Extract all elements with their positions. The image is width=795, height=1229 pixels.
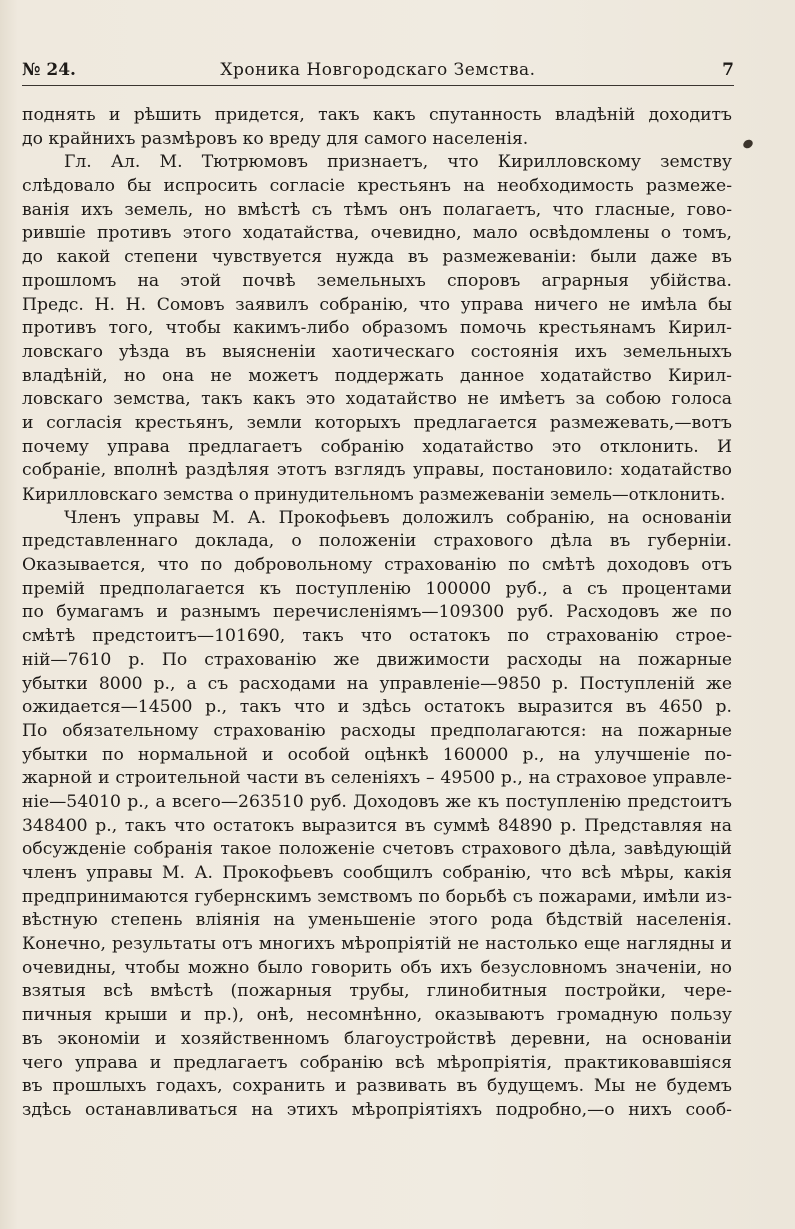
text-line: ожидается—14500 р., такъ что и здѣсь остатокъ выразится въ 4650 р. [22,697,732,718]
text-line: обсужденіе собранія такое положеніе счетовъ страхового дѣла, завѣдующій [22,839,732,860]
text-line: поднять и рѣшить придется, такъ какъ спутанность владѣній доходитъ [22,105,732,125]
text-line: ловскаго земства, такъ какъ это ходатайство не имѣетъ за собою голоса [22,389,732,410]
text-line: Гл. Ал. М. Тютрюмовъ признаетъ, что Кирилловскому земству [64,152,732,173]
text-line: очевидны, чтобы можно было говорить объ ихъ безусловномъ значеніи, но [22,957,732,978]
text-line: убытки 8000 р., а съ расходами на управленіе—9850 р. Поступленій же [22,673,732,694]
text-line: и согласія крестьянъ, земли которыхъ предлагается размежевать,—вотъ [22,412,732,433]
text-line: Членъ управы М. А. Прокофьевъ доложилъ собранію, на основаніи [64,507,732,528]
text-line: прошломъ на этой почвѣ земельныхъ споровъ аграрныя убійства. [22,270,732,291]
text-line: Конечно, результаты отъ многихъ мѣропріятій не настолько еще наглядны и [22,934,732,955]
text-line: пичныя крыши и пр.), онѣ, несомнѣнно, оказываютъ громадную пользу [22,1005,732,1026]
body-text [22,104,732,1123]
text-line: жарной и строительной части въ селеніяхъ – 49500 р., на страховое управле- [22,768,732,789]
ink-blot [742,138,755,150]
running-header [22,58,734,82]
text-line: ніе—54010 р., а всего—263510 руб. Доходовъ же къ поступленію предстоитъ [22,791,732,812]
text-line: вѣстную степень вліянія на уменьшеніе этого рода бѣдствій населенія. [22,910,732,931]
text-line: ванія ихъ земель, но вмѣстѣ съ тѣмъ онъ полагаетъ, что гласные, гово- [22,199,732,220]
text-line: противъ того, чтобы какимъ-либо образомъ помочь крестьянамъ Кирил- [22,318,732,339]
text-line: почему управа предлагаетъ собранію ходатайство это отклонить. И [22,436,732,457]
text-line: представленнаго доклада, о положеніи страхового дѣла въ губерніи. [22,531,732,552]
text-line: членъ управы М. А. Прокофьевъ сообщилъ собранію, что всѣ мѣры, какія [22,863,732,883]
text-line: Кирилловскаго земства о принудительномъ размежеваніи земель—отклонить. [22,484,726,504]
text-line: убытки по нормальной и особой оцѣнкѣ 160000 р., на улучшеніе по- [22,744,732,765]
text-line: рившіе противъ этого ходатайства, очевидно, мало освѣдомлены о томъ, [22,223,732,244]
text-line: собраніе, вполнѣ раздѣляя этотъ взглядъ управы, постановило: ходатайство [22,460,732,481]
text-line: въ экономіи и хозяйственномъ благоустройствѣ деревни, на основаніи [22,1028,732,1049]
header-rule [22,85,734,86]
text-line: взятыя всѣ вмѣстѣ (пожарныя трубы, глинобитныя постройки, чере- [22,981,732,1002]
text-line: предпринимаются губернскимъ земствомъ по борьбѣ съ пожарами, имѣли из- [22,886,732,907]
text-line: слѣдовало бы испросить согласіе крестьянъ на необходимость размеже- [22,176,732,197]
text-line: премій предполагается къ поступленію 100000 руб., а съ процентами [22,578,732,599]
text-line: чего управа и предлагаетъ собранію всѣ мѣропріятія, практиковавшіяся [22,1052,732,1073]
text-line: 348400 р., такъ что остатокъ выразится въ суммѣ 84890 р. Представляя на [22,815,732,836]
text-line: владѣній, но она не можетъ поддержать данное ходатайство Кирил- [22,365,732,386]
text-line: до какой степени чувствуется нужда въ размежеваніи: были даже въ [22,247,732,268]
text-line: ній—7610 р. По страхованію же движимости расходы на пожарные [22,649,732,670]
text-line: Предс. Н. Н. Сомовъ заявилъ собранію, что управа ничего не имѣла бы [22,294,732,315]
text-line: смѣтѣ предстоитъ—101690, такъ что остатокъ по страхованію строе- [22,626,732,647]
text-line: въ прошлыхъ годахъ, сохранить и развивать въ будущемъ. Мы не будемъ [22,1076,732,1097]
text-line: до крайнихъ размѣровъ ко вреду для самого населенія. [22,128,529,149]
text-line: ловскаго уѣзда въ выясненіи хаотическаго состоянія ихъ земельныхъ [22,341,732,362]
text-line: по бумагамъ и разнымъ перечисленіямъ—109300 руб. Расходовъ же по [22,602,732,623]
text-line: здѣсь останавливаться на этихъ мѣропріятіяхъ подробно,—о нихъ сооб- [22,1099,732,1120]
page-number: 7 [722,60,734,80]
text-line: Оказывается, что по добровольному страхованію по смѣтѣ доходовъ отъ [22,555,732,576]
text-line: По обязательному страхованію расходы предполагаются: на пожарные [22,720,732,741]
header-title: Хроника Новгородскаго Земства. [220,60,536,80]
issue-number: № 24. [22,60,76,80]
